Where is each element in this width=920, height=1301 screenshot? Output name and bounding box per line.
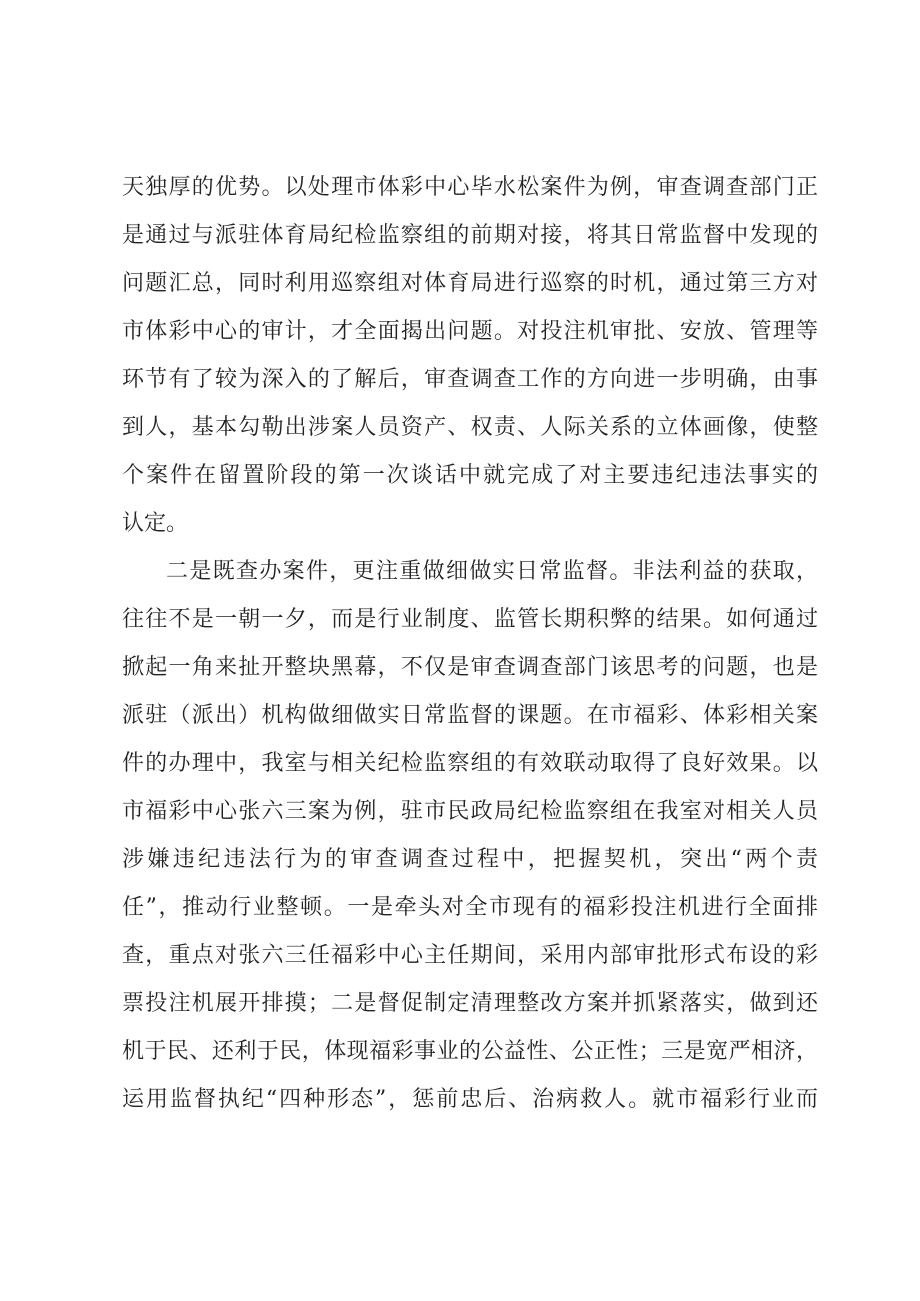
text-line: 问题汇总，同时利用巡察组对体育局进行巡察的时机，通过第三方对 [122,271,818,296]
text-line: 任”，推动行业整顿。一是牵头对全市现有的福彩投注机进行全面排 [122,895,818,920]
text-line: 查，重点对张六三任福彩中心主任期间，采用内部审批形式布设的彩 [122,943,818,968]
text-line: 涉嫌违纪违法行为的审查调查过程中，把握契机，突出“两个责 [122,847,818,872]
text-line: 市体彩中心的审计，才全面揭出问题。对投注机审批、安放、管理等 [122,319,818,344]
paragraph [122,164,818,548]
text-line: 票投注机展开排摸；二是督促制定清理整改方案并抓紧落实，做到还 [122,991,818,1016]
text-line: 环节有了较为深入的了解后，审查调查工作的方向进一步明确，由事 [122,367,818,392]
text-line: 是通过与派驻体育局纪检监察组的前期对接，将其日常监督中发现的 [122,223,818,248]
text-line: 运用监督执纪“四种形态”，惩前忠后、治病救人。就市福彩行业而 [122,1087,818,1112]
document-body [122,164,818,1124]
paragraph [122,548,818,1124]
text-line: 件的办理中，我室与相关纪检监察组的有效联动取得了良好效果。以 [122,751,818,776]
text-line: 天独厚的优势。以处理市体彩中心毕水松案件为例，审查调查部门正 [122,175,818,200]
text-line: 机于民、还利于民，体现福彩事业的公益性、公正性；三是宽严相济， [122,1039,818,1064]
text-line: 掀起一角来扯开整块黑幕，不仅是审查调查部门该思考的问题，也是 [122,655,818,680]
text-line: 到人，基本勾勒出涉案人员资产、权责、人际关系的立体画像，使整 [122,415,818,440]
text-line: 派驻（派出）机构做细做实日常监督的课题。在市福彩、体彩相关案 [122,703,818,728]
text-line: 二是既查办案件，更注重做细做实日常监督。非法利益的获取， [166,559,818,584]
text-line: 认定。 [122,511,189,536]
text-line: 市福彩中心张六三案为例，驻市民政局纪检监察组在我室对相关人员 [122,799,818,824]
text-line: 往往不是一朝一夕，而是行业制度、监管长期积弊的结果。如何通过 [122,607,818,632]
text-line: 个案件在留置阶段的第一次谈话中就完成了对主要违纪违法事实的 [122,463,818,488]
